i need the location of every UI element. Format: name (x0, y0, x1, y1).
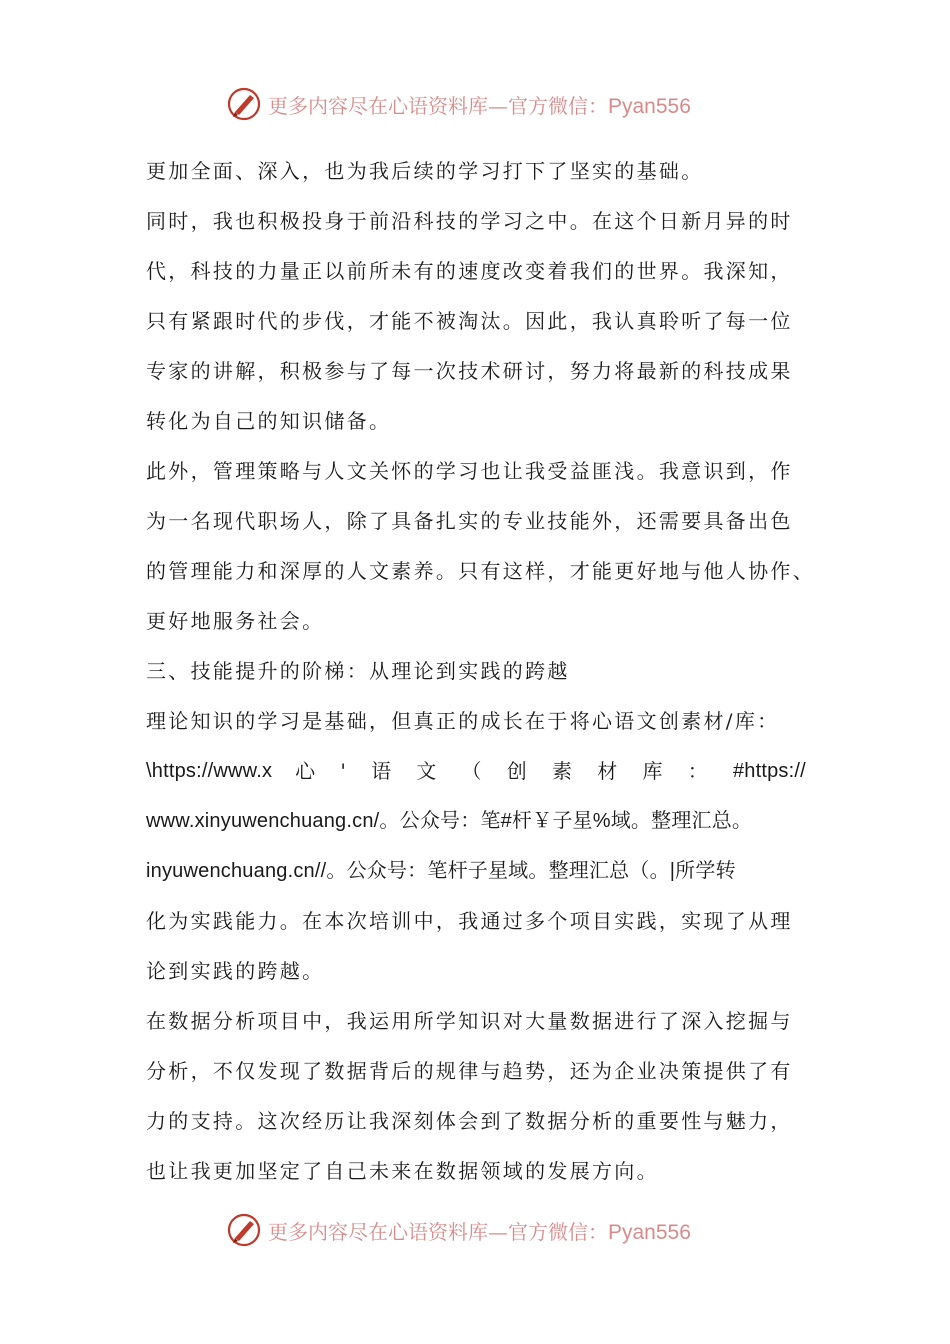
text-line: 更加全面、深入，也为我后续的学习打下了坚实的基础。 (146, 159, 704, 183)
text-line: 只有紧跟时代的步伐，才能不被淘汰。因此，我认真聆听了每一位 (146, 309, 793, 333)
spread-char: ' (340, 759, 349, 783)
text-line: 理论知识的学习是基础，但真正的成长在于将心语文创素材/库： (146, 709, 780, 733)
spread-char: 库 (642, 759, 665, 783)
spread-char: 心 (295, 759, 318, 783)
url-fragment: \https://www.x (146, 760, 273, 782)
header-banner-label: 更多内容尽在心语资料库—官方微信： (268, 93, 608, 118)
text-line: 此外，管理策略与人文关怀的学习也让我受益匪浅。我意识到，作 (146, 459, 793, 483)
header-banner (226, 84, 746, 124)
text-line: 分析，不仅发现了数据背后的规律与趋势，还为企业决策提供了有 (146, 1059, 793, 1083)
text-line: 在数据分析项目中，我运用所学知识对大量数据进行了深入挖掘与 (146, 1009, 793, 1033)
footer-banner (226, 1210, 746, 1250)
footer-banner-text (268, 1216, 691, 1245)
text-line: 代，科技的力量正以前所未有的速度改变着我们的世界。我深知， (146, 259, 793, 283)
spread-char: （ (461, 759, 484, 783)
pen-logo-icon (226, 1212, 262, 1248)
text-line: 为一名现代职场人，除了具备扎实的专业技能外，还需要具备出色 (146, 509, 793, 533)
spread-char: ： (687, 759, 711, 783)
text-line: 同时，我也积极投身于前沿科技的学习之中。在这个日新月异的时 (146, 209, 793, 233)
header-banner-text (268, 90, 691, 119)
text-line: 力的支持。这次经历让我深刻体会到了数据分析的重要性与魅力， (146, 1109, 793, 1133)
spread-char: 创 (506, 759, 530, 783)
text-line: 论到实践的跨越。 (146, 959, 325, 983)
text-line: 的管理能力和深厚的人文素养。只有这样，才能更好地与他人协作、 (146, 559, 815, 583)
pen-logo-icon (226, 86, 262, 122)
header-banner-handle: Pyan556 (608, 94, 691, 118)
text-line: 更好地服务社会。 (146, 609, 325, 633)
text-line: 化为实践能力。在本次培训中，我通过多个项目实践，实现了从理 (146, 909, 793, 933)
text-line: www.xinyuwenchuang.cn/。公众号：笔#杆￥子星%域。整理汇总。 (146, 810, 753, 832)
spread-char: 材 (597, 759, 620, 783)
document-body (146, 146, 816, 1196)
url-fragment: #https:// (732, 760, 806, 782)
text-line: 专家的讲解，积极参与了每一次技术研讨，努力将最新的科技成果 (146, 359, 793, 383)
text-line: inyuwenchuang.cn//。公众号：笔杆子星域。整理汇总（。|所学转 (146, 860, 736, 882)
spread-char: 文 (416, 759, 439, 783)
spread-char: 素 (552, 759, 575, 783)
text-line: 转化为自己的知识储备。 (146, 409, 392, 433)
footer-banner-label: 更多内容尽在心语资料库—官方微信： (268, 1219, 608, 1244)
footer-banner-handle: Pyan556 (608, 1220, 691, 1244)
spread-url-line (146, 746, 806, 796)
spread-char: 语 (371, 759, 394, 783)
section-heading: 三、技能提升的阶梯：从理论到实践的跨越 (146, 659, 570, 683)
text-line: 也让我更加坚定了自己未来在数据领域的发展方向。 (146, 1159, 659, 1183)
